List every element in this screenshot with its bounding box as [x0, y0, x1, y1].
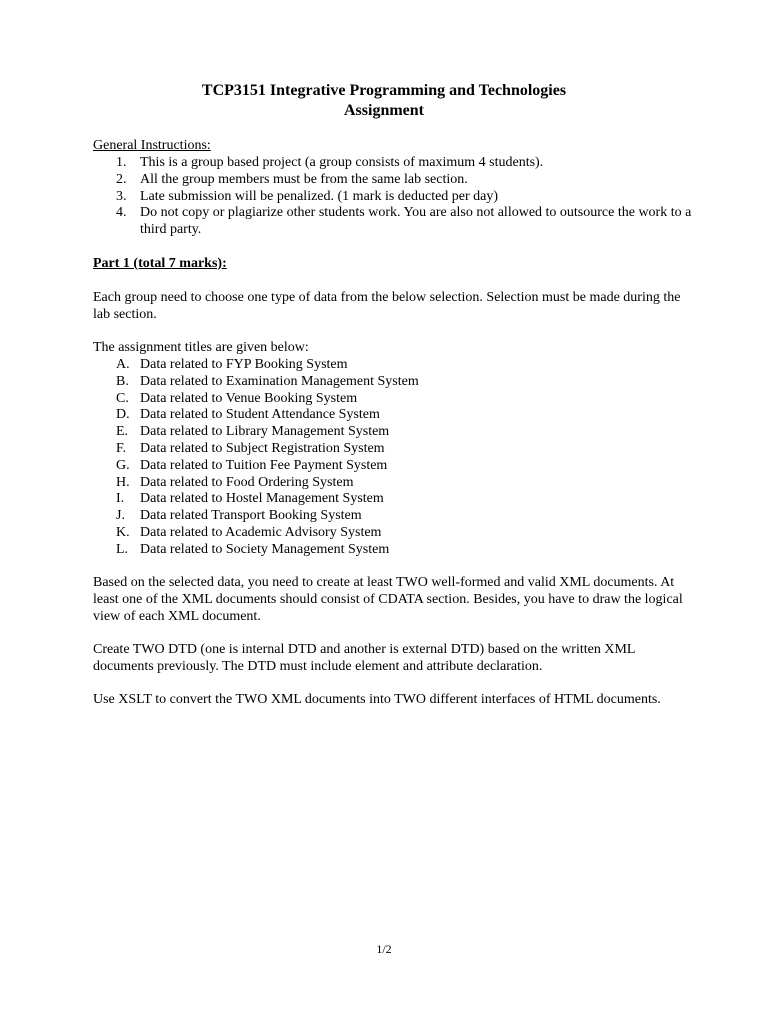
- list-item-text: Data related to Society Management System: [140, 541, 390, 557]
- general-instructions-list: [116, 155, 696, 239]
- list-item-text: Data related to Hostel Management System: [140, 491, 384, 507]
- list-item-letter: J.: [116, 508, 125, 524]
- list-item-text: Data related to Subject Registration System: [140, 440, 385, 456]
- list-item: [116, 475, 696, 492]
- list-item: [116, 189, 696, 206]
- document-subtitle: Assignment: [343, 102, 424, 119]
- page-number: 1/2: [376, 942, 392, 956]
- list-item-text: Data related to FYP Booking System: [140, 357, 348, 372]
- xslt-paragraph: Use XSLT to convert the TWO XML documents into TWO different interfaces of HTML documents.: [93, 692, 661, 707]
- general-instructions-heading: General Instructions:: [93, 138, 211, 153]
- list-item: [116, 357, 696, 374]
- list-item: [116, 458, 696, 475]
- list-item: [116, 491, 696, 508]
- list-item-text: All the group members must be from the same lab section.: [140, 171, 468, 187]
- choose-paragraph: Each group need to choose one type of data from the below selection. Selection must be made during the lab section.: [93, 290, 681, 322]
- list-item-letter: E.: [116, 424, 129, 440]
- list-item: [116, 542, 696, 559]
- list-item-letter: K.: [116, 524, 130, 540]
- list-item-text: Data related to Examination Management System: [140, 373, 419, 389]
- list-item: [116, 407, 696, 424]
- list-item-letter: B.: [116, 373, 129, 389]
- list-item-text: Data related to Library Management System: [140, 424, 390, 440]
- list-item-letter: H.: [116, 474, 130, 490]
- list-item: [116, 374, 696, 391]
- list-item-letter: D.: [116, 407, 130, 423]
- list-item-letter: I.: [116, 491, 125, 507]
- list-item-text: Data related to Student Attendance System: [140, 407, 380, 423]
- list-item-text: Data related Transport Booking System: [140, 508, 362, 524]
- list-item-text: Data related to Tuition Fee Payment System: [140, 457, 388, 473]
- list-item: [116, 391, 696, 408]
- titles-intro: The assignment titles are given below:: [93, 340, 309, 355]
- list-item-number: 2.: [116, 171, 127, 187]
- list-item: [116, 441, 696, 458]
- list-item-text: Data related to Food Ordering System: [140, 474, 354, 490]
- list-item: [116, 155, 696, 172]
- list-item-letter: L.: [116, 541, 129, 557]
- list-item: [116, 508, 696, 525]
- list-item-letter: A.: [116, 357, 130, 372]
- assignment-titles-list: [116, 357, 696, 559]
- list-item-number: 4.: [116, 205, 127, 221]
- list-item-text: Do not copy or plagiarize other students work. You are also not allowed to outsource the work to a third party.: [140, 205, 692, 238]
- xml-documents-paragraph: Based on the selected data, you need to create at least TWO well-formed and valid XML documents. At least one of the XML documents should consist of CDATA section. Besides, you have to draw the logical view of each XML document.: [93, 575, 683, 624]
- list-item-number: 1.: [116, 155, 127, 170]
- list-item: [116, 205, 696, 239]
- list-item: [116, 525, 696, 542]
- part1-heading: Part 1 (total 7 marks):: [93, 256, 227, 271]
- document-title: TCP3151 Integrative Programming and Technologies: [201, 82, 567, 99]
- list-item-text: Late submission will be penalized. (1 mark is deducted per day): [140, 188, 499, 204]
- list-item-text: This is a group based project (a group consists of maximum 4 students).: [140, 155, 544, 170]
- dtd-paragraph: Create TWO DTD (one is internal DTD and another is external DTD) based on the written XML documents previously. The DTD must include element and attribute declaration.: [93, 642, 635, 674]
- list-item-text: Data related to Academic Advisory System: [140, 524, 382, 540]
- list-item-letter: C.: [116, 390, 129, 406]
- list-item: [116, 172, 696, 189]
- list-item-text: Data related to Venue Booking System: [140, 390, 358, 406]
- list-item: [116, 424, 696, 441]
- list-item-letter: F.: [116, 440, 127, 456]
- list-item-letter: G.: [116, 457, 130, 473]
- list-item-number: 3.: [116, 188, 127, 204]
